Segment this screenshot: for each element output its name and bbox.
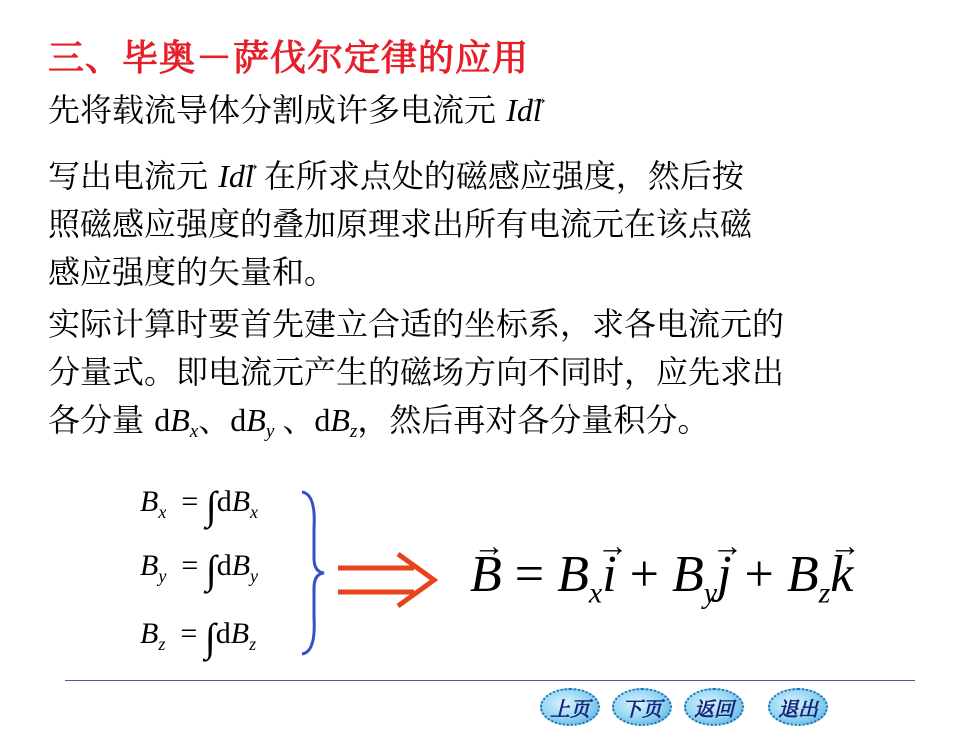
current-element-math: Idl →: [506, 92, 542, 128]
next-page-button[interactable]: 下页: [612, 688, 672, 726]
back-button[interactable]: 返回: [684, 688, 744, 726]
paragraph-2-line2: 照磁感应强度的叠加原理求出所有电流元在该点磁: [48, 205, 753, 243]
current-element-math-2: Idl →: [218, 158, 254, 194]
dB-components: $dB_x$、$dB_y$ 、$dB_z$: [154, 402, 358, 442]
paragraph-1: [48, 86, 542, 134]
vector-sum-equation: B → = $B_xi$ → + $B_yj$ → + $B_zk$ →: [470, 545, 853, 610]
footer-divider: [65, 680, 915, 681]
paragraph-3-line1: 实际计算时要首先建立合适的坐标系，求各电流元的: [48, 305, 785, 343]
prev-page-button[interactable]: 上页: [540, 688, 600, 726]
paragraph-2-line1-pre: 写出电流元: [48, 157, 219, 195]
equation-bx: $B_x = \int dB_x$: [140, 483, 259, 528]
implies-arrow-icon: [336, 550, 440, 610]
paragraph-1-text: 先将载流导体分割成许多电流元: [48, 91, 507, 129]
paragraph-2-line3: 感应强度的矢量和。: [48, 253, 337, 291]
paragraph-2-line1-post: 在所求点处的磁感应强度，然后按: [253, 157, 744, 195]
slide-title: 三、毕奥－萨伐尔定律的应用: [48, 38, 530, 79]
paragraph-3: [48, 300, 784, 456]
paragraph-3-line3-post: ，然后再对各分量积分。: [357, 401, 710, 439]
right-brace: [298, 488, 330, 658]
equation-bz: $B_z = \int dB_z$: [140, 615, 257, 660]
exit-button[interactable]: 退出: [768, 688, 828, 726]
paragraph-2: [48, 152, 752, 296]
paragraph-3-line2: 分量式。即电流元产生的磁场方向不同时，应先求出: [48, 353, 785, 391]
equation-by: $B_y = \int dB_y$: [140, 547, 259, 592]
paragraph-3-line3-pre: 各分量: [48, 401, 155, 439]
